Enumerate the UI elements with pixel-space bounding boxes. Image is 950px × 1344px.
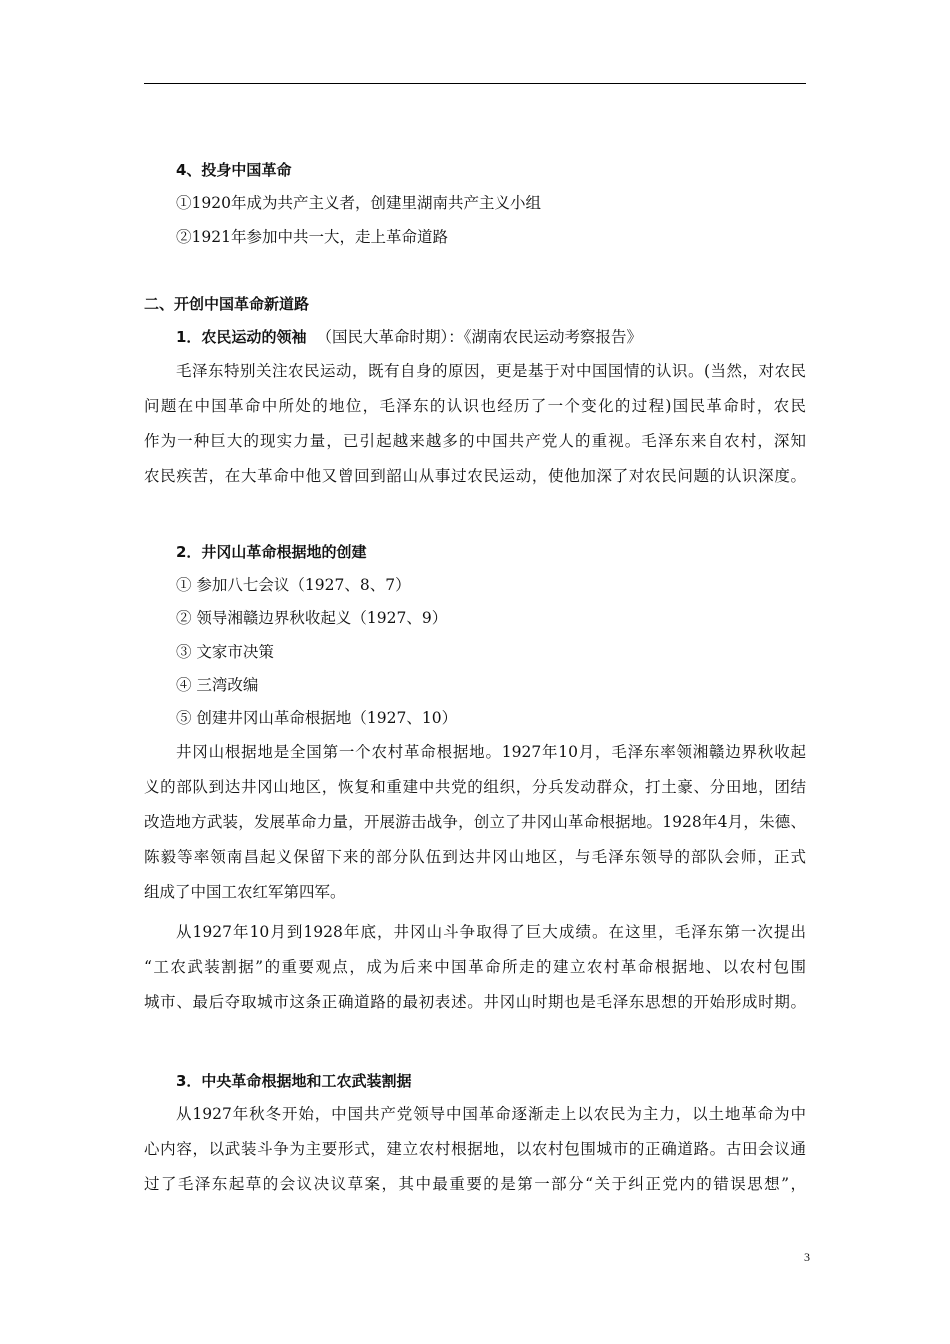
sub1-para-line-1: 毛泽东特别关注农民运动，既有自身的原因，更是基于对中国国情的认识。(当然，对农民 xyxy=(176,362,806,380)
sub3-heading: 3．中央革命根据地和工农武装割据 xyxy=(176,1072,412,1090)
sub3-para-line-2: 心内容，以武装斗争为主要形式，建立农村根据地，以农村包围城市的正确道路。古田会议通 xyxy=(144,1140,806,1158)
page-number: 3 xyxy=(804,1250,810,1264)
sub2-para2-line-2: “工农武装割据”的重要观点，成为后来中国革命所走的建立农村革命根据地、以农村包围 xyxy=(144,958,806,976)
sub1-para-line-3: 作为一种巨大的现实力量，已引起越来越多的中国共产党人的重视。毛泽东来自农村，深知 xyxy=(144,432,806,450)
sub2-item-3: ③ 文家市决策 xyxy=(176,643,274,661)
sub1-heading: 1．农民运动的领袖 xyxy=(176,328,307,346)
sub2-heading: 2．井冈山革命根据地的创建 xyxy=(176,543,367,561)
sub2-item-5: ⑤ 创建井冈山革命根据地（1927、10） xyxy=(176,709,458,727)
sub2-para1-line-4: 陈毅等率领南昌起义保留下来的部分队伍到达井冈山地区，与毛泽东领导的部队会师，正式 xyxy=(144,848,806,866)
sub1-note: （国民大革命时期）：《湖南农民运动考察报告》 xyxy=(316,328,642,346)
sub2-item-4: ④ 三湾改编 xyxy=(176,676,259,694)
sub2-para1-line-2: 义的部队到达井冈山地区，恢复和重建中共党的组织，分兵发动群众，打土豪、分田地，团结 xyxy=(144,778,806,796)
sub3-para-line-1: 从1927年秋冬开始，中国共产党领导中国革命逐渐走上以农民为主力，以土地革命为中 xyxy=(176,1105,806,1123)
section4-heading: 4、投身中国革命 xyxy=(176,161,292,179)
sub2-para1-line-3: 改造地方武装，发展革命力量，开展游击战争，创立了井冈山革命根据地。1928年4月，朱德、 xyxy=(144,813,806,831)
section4-item-2: ②1921年参加中共一大，走上革命道路 xyxy=(176,228,448,246)
header-rule xyxy=(144,83,806,84)
sub2-para1-line-1: 井冈山根据地是全国第一个农村革命根据地。1927年10月，毛泽东率领湘赣边界秋收起 xyxy=(176,743,806,761)
sub3-para-line-3: 过了毛泽东起草的会议决议草案，其中最重要的是第一部分“关于纠正党内的错误思想”， xyxy=(144,1175,806,1193)
sub1-para-line-4: 农民疾苦，在大革命中他又曾回到韶山从事过农民运动，使他加深了对农民问题的认识深度。 xyxy=(144,467,806,485)
sub1-heading-line xyxy=(176,327,816,347)
part2-heading: 二、开创中国革命新道路 xyxy=(144,295,310,313)
sub2-item-1: ① 参加八七会议（1927、8、7） xyxy=(176,576,411,594)
sub2-para2-line-3: 城市、最后夺取城市这条正确道路的最初表述。井冈山时期也是毛泽东思想的开始形成时期。 xyxy=(144,993,806,1011)
sub2-para2-line-1: 从1927年10月到1928年底，井冈山斗争取得了巨大成绩。在这里，毛泽东第一次提出 xyxy=(176,923,806,941)
sub2-item-2: ② 领导湘赣边界秋收起义（1927、9） xyxy=(176,609,448,627)
sub2-para1-line-5: 组成了中国工农红军第四军。 xyxy=(144,883,346,901)
section4-item-1: ①1920年成为共产主义者，创建里湖南共产主义小组 xyxy=(176,194,541,212)
sub1-para-line-2: 问题在中国革命中所处的地位，毛泽东的认识也经历了一个变化的过程)国民革命时，农民 xyxy=(144,397,806,415)
